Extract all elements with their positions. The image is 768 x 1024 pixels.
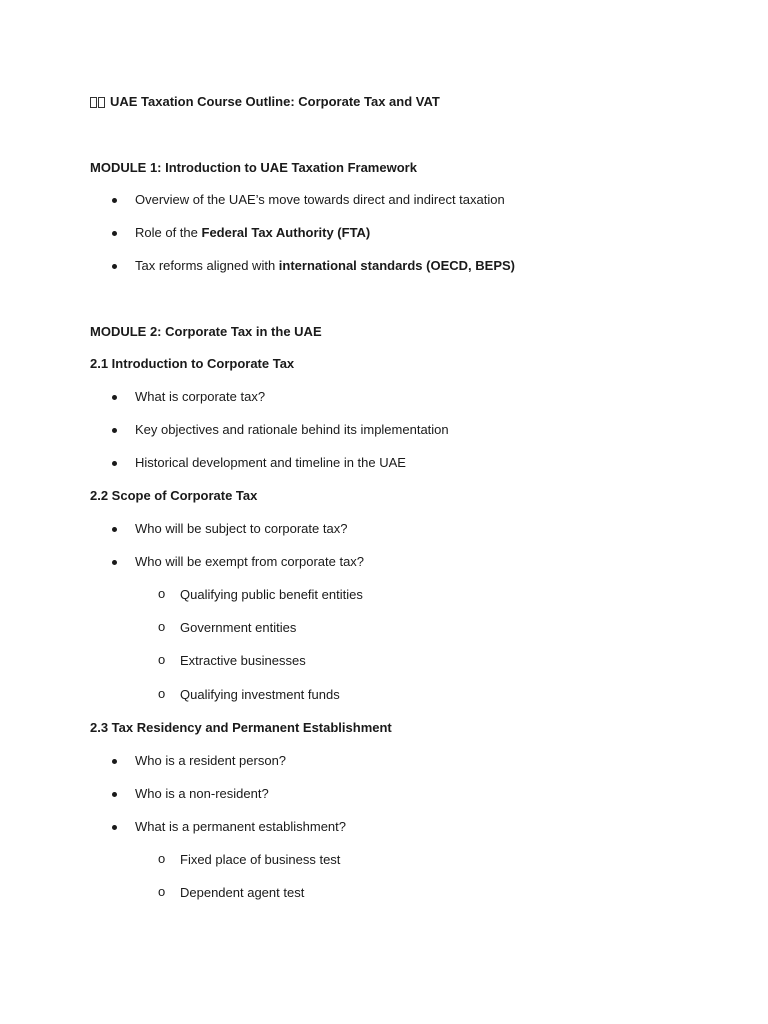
- list-item: Who is a resident person?: [135, 753, 287, 768]
- list-item: [135, 258, 515, 274]
- list-item: Historical development and timeline in the UAE: [135, 455, 406, 470]
- sub-list-item: Government entities: [180, 620, 297, 635]
- bullet-icon: [112, 825, 117, 830]
- module-2-heading: MODULE 2: Corporate Tax in the UAE: [90, 324, 322, 339]
- sub-list-item: Qualifying investment funds: [180, 687, 340, 702]
- bullet-icon: [112, 231, 117, 236]
- uae-flag-emoji-icon: [90, 96, 108, 109]
- section-2-2-heading: 2.2 Scope of Corporate Tax: [90, 488, 258, 503]
- list-item: [135, 192, 505, 208]
- sub-bullet-icon: o: [158, 686, 166, 701]
- sub-bullet-icon: o: [158, 652, 166, 667]
- module-1-heading: MODULE 1: Introduction to UAE Taxation Framework: [90, 160, 417, 175]
- bullet-icon: [112, 264, 117, 269]
- list-item: Who is a non-resident?: [135, 786, 269, 801]
- list-item-emphasis: Federal Tax Authority (FTA): [201, 225, 371, 240]
- list-item: Who will be subject to corporate tax?: [135, 521, 348, 536]
- list-item: What is corporate tax?: [135, 389, 266, 404]
- sub-list-item: Dependent agent test: [180, 885, 305, 900]
- bullet-icon: [112, 395, 117, 400]
- bullet-icon: [112, 527, 117, 532]
- list-item: Key objectives and rationale behind its implementation: [135, 422, 449, 437]
- bullet-icon: [112, 560, 117, 565]
- document-title-text: UAE Taxation Course Outline: Corporate Tax and VAT: [110, 94, 440, 109]
- sub-list-item: Qualifying public benefit entities: [180, 587, 363, 602]
- list-item-text: Role of the: [135, 225, 202, 240]
- list-item-emphasis: international standards (OECD, BEPS): [278, 258, 515, 273]
- sub-list-item: Fixed place of business test: [180, 852, 341, 867]
- section-2-1-heading: 2.1 Introduction to Corporate Tax: [90, 356, 295, 371]
- sub-list-item: Extractive businesses: [180, 653, 306, 668]
- bullet-icon: [112, 198, 117, 203]
- list-item: [135, 225, 370, 241]
- list-item: Who will be exempt from corporate tax?: [135, 554, 365, 569]
- bullet-icon: [112, 428, 117, 433]
- list-item-text: Overview of the UAE’s move towards direct and indirect taxation: [135, 192, 505, 207]
- sub-bullet-icon: o: [158, 586, 166, 601]
- sub-bullet-icon: o: [158, 619, 166, 634]
- section-2-3-heading: 2.3 Tax Residency and Permanent Establishment: [90, 720, 392, 735]
- bullet-icon: [112, 759, 117, 764]
- document-title: [90, 94, 440, 110]
- list-item-text: Tax reforms aligned with: [135, 258, 279, 273]
- sub-bullet-icon: o: [158, 884, 166, 899]
- sub-bullet-icon: o: [158, 851, 166, 866]
- list-item: What is a permanent establishment?: [135, 819, 346, 834]
- bullet-icon: [112, 461, 117, 466]
- bullet-icon: [112, 792, 117, 797]
